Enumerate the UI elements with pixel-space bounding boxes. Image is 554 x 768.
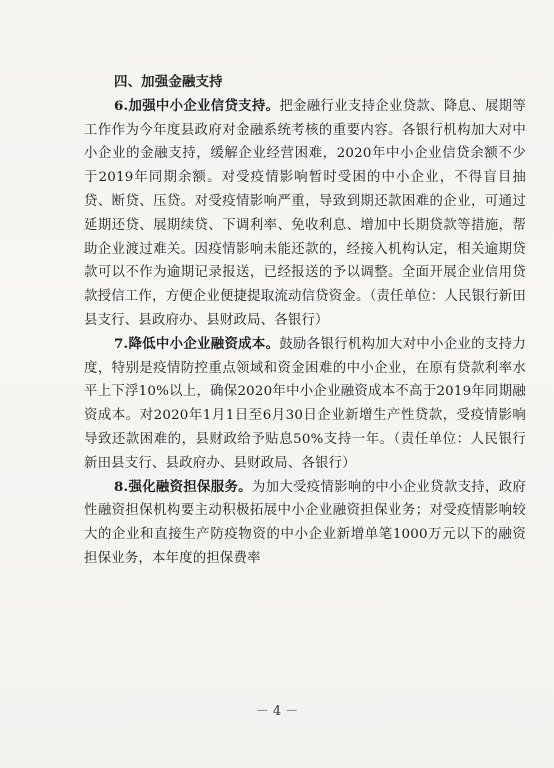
paragraph-item-7	[84, 333, 526, 476]
document-body	[84, 71, 526, 571]
page-number: － 4 －	[255, 704, 299, 719]
paragraph-item-6	[84, 95, 526, 333]
item-8-body: 为加大受疫情影响的中小企业贷款支持，政府性融资担保机构要主动积极拓展中小企业融资担保业务；对受疫情影响较大的企业和直接生产防疫物资的中小企业新增单笔1000万元以下的融资担保业务，本年度的担保费率	[84, 479, 527, 566]
item-6-title: 6.加强中小企业信贷支持。	[114, 97, 280, 114]
item-7-body: 鼓励各银行机构加大对中小企业的支持力度，特别是疫情防控重点领域和资金困难的中小企业，在原有贷款利率水平上下浮10%以上，确保2020年中小企业融资成本不高于2019年同期融资成本。对2020年1月1日至6月30日企业新增生产性贷款，受疫情影响导致还款困难的，县财政给予贴息50%支持一年。（责任单位：人民银行新田县支行、县政府办、县财政局、各银行）	[84, 336, 526, 471]
item-6-body: 把金融行业支持企业贷款、降息、展期等工作作为今年度县政府对金融系统考核的重要内容。各银行机构加大对中小企业的金融支持，缓解企业经营困难，2020年中小企业信贷余额不少于2019年同期余额。对受疫情影响暂时受困的中小企业，不得盲目抽贷、断贷、压贷。对受疫情影响严重，导致到期还款困难的企业，可通过延期还贷、展期续贷、下调利率、免收利息、增加中长期贷款等措施，帮助企业渡过难关。因疫情影响未能还款的，经接入机构认定，相关逾期贷款可以不作为逾期记录报送，已经报送的予以调整。全面开展企业信用贷款授信工作，方便企业便捷提取流动信贷资金。（责任单位：人民银行新田县支行、县政府办、县财政局、各银行）	[84, 98, 526, 328]
item-7-title: 7.降低中小企业融资成本。	[114, 335, 280, 352]
paragraph-item-8	[84, 476, 526, 571]
section-heading: 四、加强金融支持	[114, 74, 223, 90]
item-8-title: 8.强化融资担保服务。	[114, 478, 252, 495]
